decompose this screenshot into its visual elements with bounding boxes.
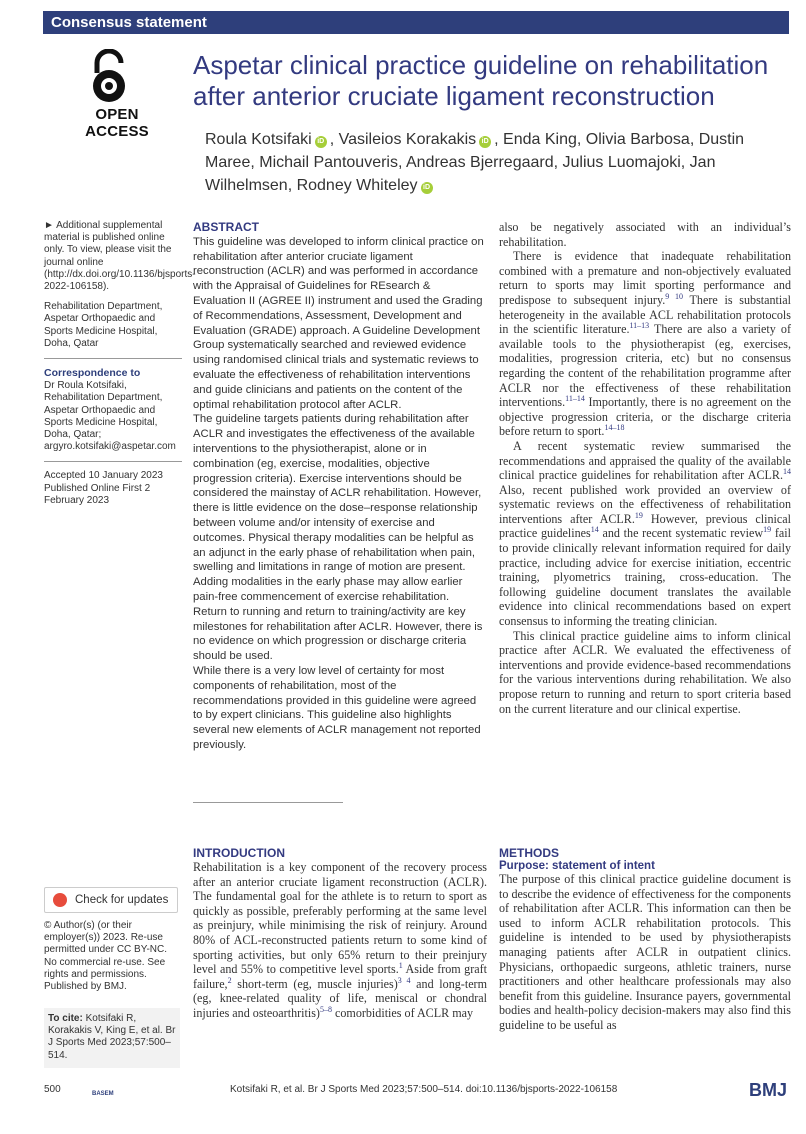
reference-link[interactable]: 19	[763, 525, 772, 535]
reference-link[interactable]: 19	[634, 510, 643, 520]
introduction-heading: INTRODUCTION	[193, 846, 285, 860]
author-names: , Enda King, Olivia Barbosa, Dustin Maree, Michail Pantouveris, Andreas Bjerregaard, Julius Luomajoki, Jan Wilhelmsen, Rodney Whiteley	[205, 131, 745, 194]
divider	[44, 358, 182, 359]
to-cite-heading: To cite:	[48, 1013, 83, 1024]
reference-link[interactable]: 5–8	[319, 1004, 332, 1014]
open-access-label: OPEN ACCESS	[85, 106, 149, 140]
reference-link[interactable]: 14	[783, 467, 791, 477]
author-list	[205, 128, 795, 197]
basem-logo: BASEM	[92, 1091, 114, 1097]
methods-subheading: Purpose: statement of intent	[499, 860, 655, 872]
to-cite-text: Kotsifaki R, Korakakis V, King E, et al. Br J Sports Med 2023;57:500–514.	[48, 1013, 176, 1061]
abstract-paragraph: While there is a very low level of certainty for most components of rehabilitation, most of the recommendations provided in this guideline were agreed to by expert clinicians. This guideline also highlights several new elements of ACLR management not reported previously.	[193, 664, 481, 751]
abstract-divider	[193, 802, 343, 803]
abstract-paragraph: The guideline targets patients during rehabilitation after ACLR and investigates the effectiveness of the available interventions to the physiotherapist, alone or in combination (eg, exercise, modalities, objective progression criteria). Exercise interventions should be considered the mainstay of ACLR rehabilitation. However, there is little evidence on the dose–response relationship between volume and/or intensity of exercise and outcomes. Physical therapy modalities can be helpful as an adjunct in the early phase of rehabilitation when pain, swelling and limitations in range of motion are present. Adding modalities in the early phase may allow earlier pain-free commencement of exercise rehabilitation. Return to running and return to training/activity are key milestones for rehabilitation after ACLR. However, there is no evidence on which progression or discharge criteria should be used.	[193, 413, 483, 663]
check-for-updates-label: Check for updates	[75, 894, 169, 906]
bmj-logo: BMJ	[749, 1080, 788, 1100]
section-banner: Consensus statement	[43, 11, 789, 34]
sidebar	[44, 220, 196, 515]
reference-link[interactable]: 2	[227, 975, 232, 985]
license-note: © Author(s) (or their employer(s)) 2023. Re-use permitted under CC BY-NC. No commercial re-use. See rights and permissions. Published by BMJ.	[44, 920, 168, 993]
check-for-updates-button[interactable]	[44, 887, 178, 913]
divider	[44, 461, 182, 462]
page-number: 500	[44, 1084, 61, 1095]
reference-link[interactable]: 9 10	[665, 291, 683, 301]
abstract	[193, 220, 485, 753]
correspondence: Dr Roula Kotsifaki, Rehabilitation Department, Aspetar Orthopaedic and Sports Medicine Hospital, Doha, Qatar; argyro.kotsifaki@aspetar.com	[44, 380, 176, 453]
supplemental-note: ► Additional supplemental material is published online only. To view, please visit the journal online (http://dx.doi.org/10.1136/bjsports-2022-106158).	[44, 220, 196, 293]
body-paragraph: There is evidence that inadequate rehabilitation combined with a premature and non-objectively evaluated return to sports may limit sporting performance and predispose to subsequent injury.$^{9 10}$ There is substantial heterogeneity in the available ACL rehabilitation protocols in the scientific literature.$^{11-13}$ There are also a variety of available tools to the physiotherapist (eg, exercises, modalities, progression criteria, etc) but no consensus regarding the content of the rehabilitation programme after ACLR nor the effectiveness of these rehabilitation interventions.$^{11-14}$ Importantly, there is no agreement on the objective progression criteria, or the discharge criteria before return to sport.$^{14-18}$	[499, 249, 791, 439]
body-paragraph: also be negatively associated with an individual’s rehabilitation.	[499, 220, 791, 249]
affiliation: Rehabilitation Department, Aspetar Orthopaedic and Sports Medicine Hospital, Doha, Qatar	[44, 301, 163, 349]
open-access-lock-icon	[85, 49, 133, 105]
reference-link[interactable]: 14	[590, 525, 599, 535]
article-title: Aspetar clinical practice guideline on rehabilitation after anterior cruciate ligament reconstruction	[193, 50, 769, 111]
update-icon	[53, 893, 67, 907]
reference-link[interactable]: 1	[398, 961, 403, 971]
abstract-paragraph: This guideline was developed to inform clinical practice on rehabilitation after anterior cruciate ligament reconstruction (ACLR) and was performed in accordance with the Appraisal of Guidelines for REsearch & Evaluation II (AGREE II) instrument and used the Grading of Recommendations, Assessment, Development and Evaluation (GRADE) approach. A Guideline Development Group systematically searched and reviewed evidence using randomised clinical trials and systematic reviews to evaluate the effectiveness of rehabilitation interventions and guide clinicians and patients on the content of the optimal rehabilitation protocol after ACLR.	[193, 235, 484, 411]
reference-link[interactable]: 14–18	[604, 423, 625, 433]
methods-section	[499, 846, 791, 1033]
author-name: , Vasileios Korakakis	[329, 131, 477, 148]
correspondence-heading: Correspondence to	[44, 367, 141, 380]
introduction-continued	[499, 220, 791, 716]
to-cite-box	[44, 1008, 180, 1068]
abstract-heading: ABSTRACT	[193, 220, 259, 234]
reference-link[interactable]: 3 4	[397, 975, 411, 985]
footer-citation: Kotsifaki R, et al. Br J Sports Med 2023;57:500–514. doi:10.1136/bjsports-2022-106158	[230, 1084, 618, 1095]
introduction-section	[193, 846, 487, 1021]
introduction-paragraph: Rehabilitation is a key component of the recovery process after an anterior cruciate ligament reconstruction (ACLR). The fundamental goal for the athlete is to return to sport as quickly as possible, preferably performing at the same level as preinjury, while minimising the risk of reinjury. Around 80% of ACL-reconstructed patients return to some kind of sporting activities, but only 65% return to their preinjury level and 55% to competitive level sports.$^1$ Aside from graft failure,$^2$ short-term (eg, muscle injuries)$^{3 4}$ and long-term (eg, knee-related quality of life, meniscal or chondral injuries and osteoarthritis)$^{5-8}$ comorbidities of ACLR may	[193, 860, 487, 1020]
methods-heading: METHODS	[499, 846, 559, 860]
body-paragraph: A recent systematic review summarised the recommendations and appraised the quality of the available clinical practice guidelines for rehabilitation after ACLR.$^{14}$ Also, recent published work provided an overview of systematic reviews on the effectiveness of rehabilitation interventions after ACLR.$^{19}$ However, previous clinical practice guidelines$^{14}$ and the recent systematic review$^{19}$ fail to provide clinically relevant information required for daily practice, including advice for exercise initiation, eccentric training, plyometrics training, cross-education. The following guideline document translates the available evidence into clinical recommendations based on expert consensus to informing the treating clinician.	[499, 438, 791, 629]
body-paragraph: This clinical practice guideline aims to inform clinical practice after ACLR. We evaluated the effectiveness of interventions and provide evidence-based recommendations for the various interventions during rehabilitation. We also propose return to running and return to sport criteria based on the current literature and our clinical expertise.	[499, 628, 791, 716]
reference-link[interactable]: 11–13	[629, 321, 650, 331]
orcid-icon[interactable]: iD	[479, 136, 491, 148]
accepted-date: Accepted 10 January 2023	[44, 470, 163, 482]
published-date: Published Online First 2 February 2023	[44, 482, 151, 506]
author-name: Roula Kotsifaki	[205, 131, 312, 148]
orcid-icon[interactable]: iD	[315, 136, 327, 148]
methods-paragraph: The purpose of this clinical practice guideline document is to describe the evidence of effectiveness for the components of rehabilitation after ACLR. This information can then be used to inform ACLR rehabilitation protocols. This guideline is intended to be used by physiotherapists managing patients after ACLR in outpatient clinics. Physicians, orthopaedic surgeons, athletic trainers, nurse practitioners and other healthcare professionals may also benefit from this guideline. Insurance payers, governmental bodies and health-policy decision-makers may also find this guideline to be useful as	[499, 872, 791, 1032]
reference-link[interactable]: 11–14	[565, 394, 585, 404]
orcid-icon[interactable]: iD	[421, 182, 433, 194]
